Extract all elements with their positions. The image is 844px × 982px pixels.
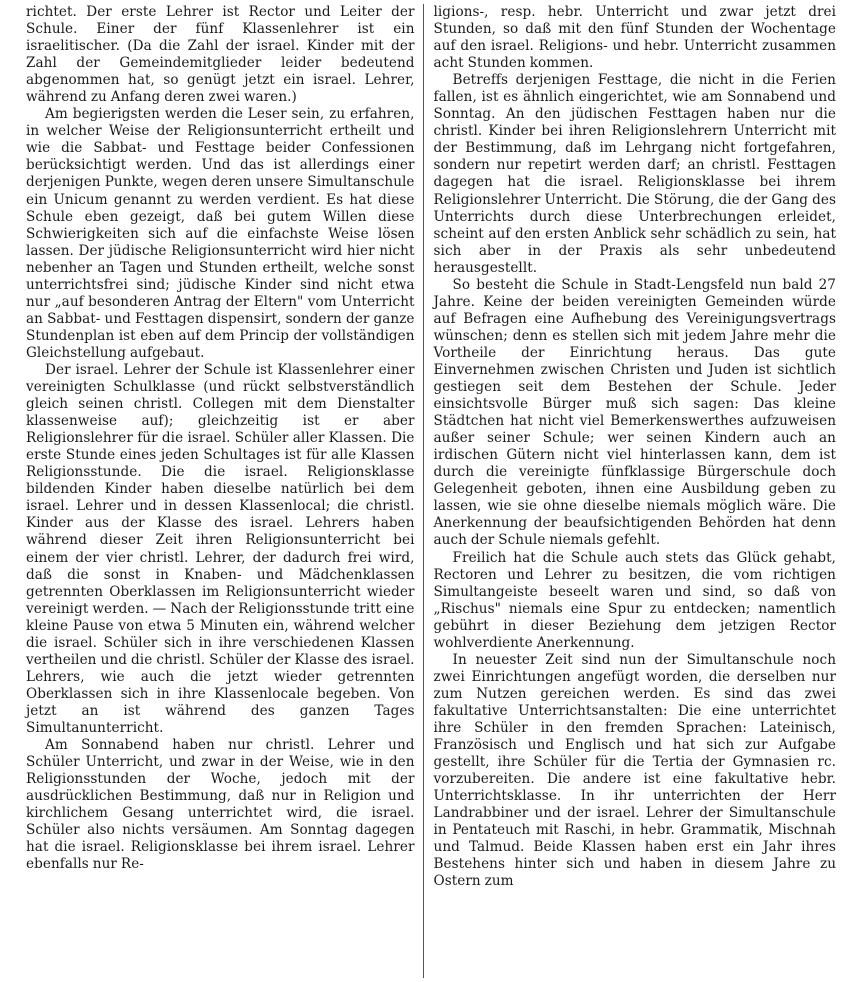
paragraph: Betreffs derjenigen Festtage, die nicht in die Ferien fallen, ist es ähnlich eingerichtet, wie am Sonnabend und Sonntag. An den jüdischen Festtagen haben nur die christl. Kinder bei ihren Religionslehrern Unterricht mit der Bestimmung, daß im Lehrgang nicht fortgefahren, sondern nur repetirt werden darf; an christl. Festtagen dagegen hat die israel. Religionsklasse bei ihrem Religionslehrer Unterricht. Die Störung, die der Gang des Unterrichts durch diese Unterbrechungen erleidet, scheint auf den ersten Anblick sehr schädlich zu sein, hat sich aber in der Praxis als sehr unbedeutend herausgestellt. xyxy=(433,72,836,276)
paragraph: Am Sonnabend haben nur christl. Lehrer und Schüler Unterricht, und zwar in der Weise, wie in den Religionsstunden der Woche, jedoch mit der ausdrücklichen Bestimmung, daß nur in Religion und kirchlichem Gesang unterrichtet wird, die israel. Schüler also nichts versäumen. Am Sonntag dagegen hat die israel. Religionsklasse bei ihrem israel. Lehrer ebenfalls nur Re- xyxy=(26,737,415,873)
newspaper-page xyxy=(6,4,840,978)
paragraph: Freilich hat die Schule auch stets das Glück gehabt, Rectoren und Lehrer zu besitzen, die vom richtigen Simultangeiste beseelt waren und sind, so daß von „Rischus" niemals eine Spur zu entdecken; namentlich gebührt in dieser Beziehung dem jetzigen Rector wohlverdiente Anerkennung. xyxy=(433,549,836,651)
paragraph: So besteht die Schule in Stadt-Lengsfeld nun bald 27 Jahre. Keine der beiden vereinigten Gemeinden würde auf Befragen eine Aufhebung des Vereinigungsvertrags wünschen; denn es stellen sich mit jedem Jahre mehr die Vortheile der Einrichtung heraus. Das gute Einvernehmen zwischen Christen und Juden ist sichtlich gestiegen seit dem Bestehen der Schule. Jeder einsichtsvolle Bürger muß sich sagen: Das kleine Städtchen hat nicht viel Bemerkenswerthes aufzuweisen außer seiner Schule; wer seinen Kindern auch an irdischen Gütern nicht viel hinterlassen kann, dem ist durch die vereinigte fünfklassige Bürgerschule doch Gelegenheit geboten, ihnen eine Ausbildung geben zu lassen, wie sie ohne dieselbe niemals möglich wäre. Die Anerkennung der beaufsichtigenden Behörden hat denn auch der Schule niemals gefehlt. xyxy=(433,276,836,549)
paragraph: Der israel. Lehrer der Schule ist Klassenlehrer einer vereinigten Schulklasse (und rückt selbstverständlich gleich seinen christl. Collegen mit dem Dienstalter klassenweise auf); gleichzeitig ist er aber Religionslehrer für die israel. Schüler aller Klassen. Die erste Stunde eines jeden Schultages ist für alle Klassen Religionsstunde. Die die israel. Religionsklasse bildenden Kinder haben dieselbe natürlich bei dem israel. Lehrer und in dessen Klassenlocal; die christl. Kinder aus der Klasse des israel. Lehrers haben während dieser Zeit ihren Religionsunterricht bei einem der vier christl. Lehrer, der dadurch frei wird, daß die sonst in Knaben- und Mädchenklassen getrennten Oberklassen im Religionsunterricht wieder vereinigt werden. — Nach der Religionsstunde tritt eine kleine Pause von etwa 5 Minuten ein, während welcher die israel. Schüler sich in ihre verschiedenen Klassen vertheilen und die christl. Schüler der Klasse des israel. Lehrers, wie auch die jetzt wieder getrennten Oberklassen sich in ihre Klassenlocale begeben. Von jetzt an ist während des ganzen Tages Simultanunterricht. xyxy=(26,361,415,736)
paragraph: richtet. Der erste Lehrer ist Rector und Leiter der Schule. Einer der fünf Klassenlehrer ist ein israelitischer. (Da die Zahl der israel. Kinder mit der Zahl der Gemeindemitglieder leider bedeutend abgenommen hat, so genügt jetzt ein israel. Lehrer, während zu Anfang deren zwei waren.) xyxy=(26,4,415,106)
right-column xyxy=(424,4,840,978)
paragraph: ligions-, resp. hebr. Unterricht und zwar jetzt drei Stunden, so daß mit den fünf Stunden der Wochentage auf den israel. Religions- und hebr. Unterricht zusammen acht Stunden kommen. xyxy=(433,4,836,72)
paragraph: Am begierigsten werden die Leser sein, zu erfahren, in welcher Weise der Religionsunterricht ertheilt und wie die Sabbat- und Festtage beider Confessionen berücksichtigt werden. Und das ist allerdings einer derjenigen Punkte, wegen deren unsere Simultanschule ein Unicum genannt zu werden verdient. Es hat diese Schule eben gezeigt, daß bei gutem Willen diese Schwierigkeiten sich auf die einfachste Weise lösen lassen. Der jüdische Religionsunterricht wird hier nicht nebenher an Tagen und Stunden ertheilt, welche sonst unterrichtsfrei sind; jüdische Kinder sind nicht etwa nur „auf besonderen Antrag der Eltern" vom Unterricht an Sabbat- und Festtagen dispensirt, sondern der ganze Stundenplan ist eben auf dem Princip der vollständigen Gleichstellung aufgebaut. xyxy=(26,106,415,361)
paragraph: In neuester Zeit sind nun der Simultanschule noch zwei Einrichtungen angefügt worden, die derselben nur zum Nutzen gereichen werden. Es sind das zwei fakultative Unterrichtsanstalten: Die eine unterrichtet ihre Schüler in den fremden Sprachen: Lateinisch, Französisch und Englisch und hat sich zur Aufgabe gestellt, ihre Schüler für die Tertia der Gymnasien rc. vorzubereiten. Die andere ist eine fakultative hebr. Unterrichtsklasse. In ihr unterrichten der Herr Landrabbiner und der israel. Lehrer der Simultanschule in Pentateuch mit Raschi, in hebr. Grammatik, Mischnah und Talmud. Beide Klassen haben erst ein Jahr ihres Bestehens hinter sich und haben in diesem Jahre zu Ostern zum xyxy=(433,651,836,890)
left-column xyxy=(6,4,423,978)
